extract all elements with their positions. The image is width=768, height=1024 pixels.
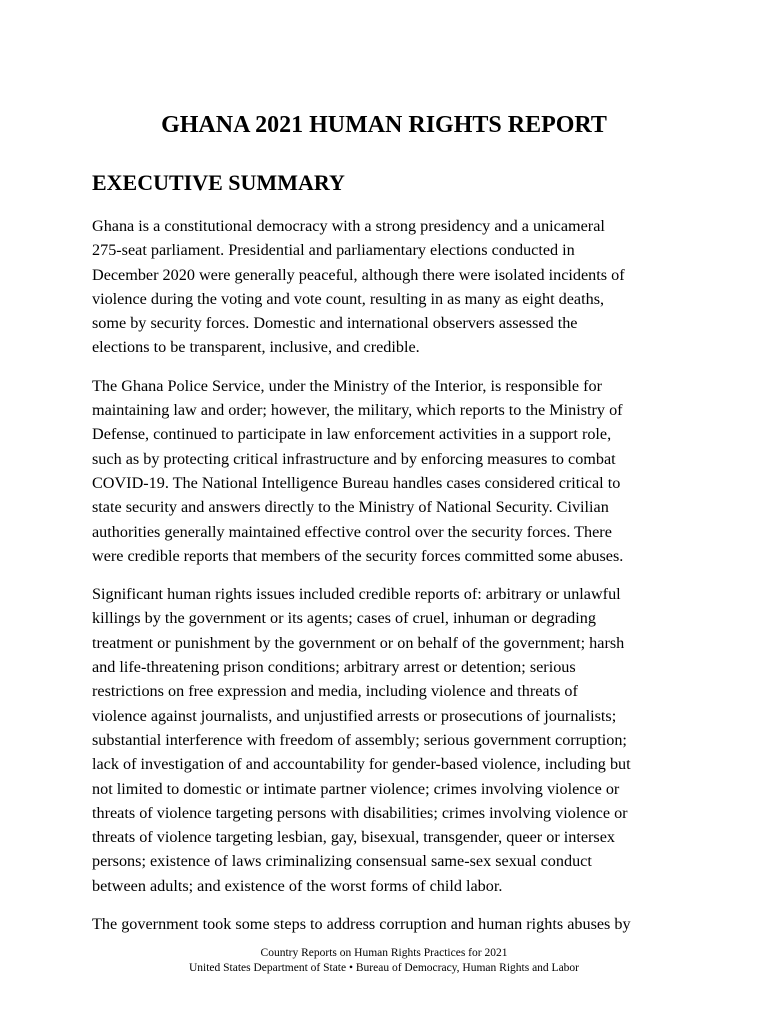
text-line: elections to be transparent, inclusive, and credible. [92,338,420,357]
text-line: restrictions on free expression and media, including violence and threats of [92,682,578,701]
text-line: The government took some steps to address corruption and human rights abuses by [92,915,631,934]
paragraph-4 [92,912,674,936]
text-line: threats of violence targeting lesbian, gay, bisexual, transgender, queer or intersex [92,828,616,847]
text-line: maintaining law and order; however, the military, which reports to the Ministry of [92,401,623,420]
text-line: between adults; and existence of the worst forms of child labor. [92,876,503,895]
text-line: killings by the government or its agents; cases of cruel, inhuman or degrading [92,609,596,628]
text-line: 275-seat parliament. Presidential and parliamentary elections conducted in [92,241,575,260]
page-footer [0,946,768,976]
text-line: and life-threatening prison conditions; arbitrary arrest or detention; serious [92,658,576,677]
text-line: some by security forces. Domestic and international observers assessed the [92,314,578,333]
footer-line-department: United States Department of State • Bureau of Democracy, Human Rights and Labor [188,962,580,974]
text-line: Defense, continued to participate in law enforcement activities in a support role, [92,425,612,444]
text-line: The Ghana Police Service, under the Ministry of the Interior, is responsible for [92,376,603,395]
text-line: authorities generally maintained effective control over the security forces. There [92,522,612,541]
paragraph-3 [92,582,674,898]
body-text [92,214,674,950]
text-line: December 2020 were generally peaceful, although there were isolated incidents of [92,265,625,284]
paragraph-1 [92,214,674,360]
text-line: treatment or punishment by the government or on behalf of the government; harsh [92,633,625,652]
document-title: GHANA 2021 HUMAN RIGHTS REPORT [161,112,607,138]
section-heading: EXECUTIVE SUMMARY [92,170,345,195]
footer-line-report: Country Reports on Human Rights Practices for 2021 [260,947,508,959]
text-line: threats of violence targeting persons with disabilities; crimes involving violence or [92,803,628,822]
text-line: not limited to domestic or intimate partner violence; crimes involving violence or [92,779,620,798]
paragraph-2 [92,374,674,568]
text-line: COVID-19. The National Intelligence Bureau handles cases considered critical to [92,473,621,492]
text-line: Significant human rights issues included credible reports of: arbitrary or unlawful [92,585,621,604]
text-line: violence during the voting and vote count, resulting in as many as eight deaths, [92,289,605,308]
text-line: lack of investigation of and accountability for gender-based violence, including but [92,755,631,774]
text-line: such as by protecting critical infrastructure and by enforcing measures to combat [92,449,616,468]
text-line: Ghana is a constitutional democracy with a strong presidency and a unicameral [92,217,605,235]
text-line: substantial interference with freedom of assembly; serious government corruption; [92,730,627,749]
text-line: persons; existence of laws criminalizing consensual same-sex sexual conduct [92,852,592,871]
text-line: violence against journalists, and unjustified arrests or prosecutions of journalists; [92,706,617,725]
text-line: were credible reports that members of the security forces committed some abuses. [92,546,624,565]
text-line: state security and answers directly to the Ministry of National Security. Civilian [92,498,609,517]
